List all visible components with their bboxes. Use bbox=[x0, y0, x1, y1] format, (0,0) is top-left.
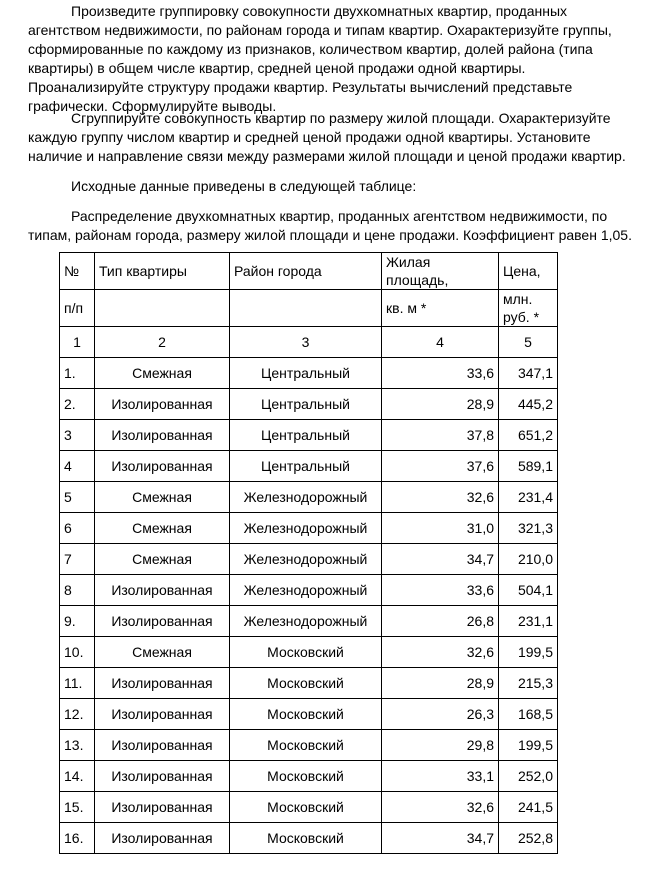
task-paragraph-2: Сгруппируйте совокупность квартир по размеру жилой площади. Охарактеризуйте каждую группу числом квартир и средней ценой продажи одной квартиры. Установите наличие и направление связи между размерами жилой площади и ценой продажи квартир. bbox=[28, 110, 626, 164]
price-cell: 231,1 bbox=[499, 606, 558, 637]
apartment-type-cell: Изолированная bbox=[95, 420, 230, 451]
living-area-cell: 32,6 bbox=[382, 792, 499, 823]
apartment-type-cell: Изолированная bbox=[95, 668, 230, 699]
living-area-cell: 32,6 bbox=[382, 482, 499, 513]
table-row bbox=[60, 606, 558, 637]
row-number-cell: 9. bbox=[60, 606, 95, 637]
district-cell: Центральный bbox=[230, 420, 382, 451]
table-row bbox=[60, 420, 558, 451]
apartment-type-cell: Смежная bbox=[95, 637, 230, 668]
apartment-type-cell: Изолированная bbox=[95, 730, 230, 761]
header-number: № bbox=[60, 253, 95, 290]
apartment-type-cell: Изолированная bbox=[95, 606, 230, 637]
price-cell: 231,4 bbox=[499, 482, 558, 513]
living-area-cell: 29,8 bbox=[382, 730, 499, 761]
header-number-sub: п/п bbox=[60, 290, 95, 327]
price-cell: 241,5 bbox=[499, 792, 558, 823]
living-area-cell: 28,9 bbox=[382, 668, 499, 699]
district-cell: Центральный bbox=[230, 451, 382, 482]
column-number-5: 5 bbox=[499, 327, 558, 358]
column-number-2: 2 bbox=[95, 327, 230, 358]
header-price-unit: млн. руб. * bbox=[499, 290, 558, 327]
price-cell: 504,1 bbox=[499, 575, 558, 606]
row-number-cell: 7 bbox=[60, 544, 95, 575]
header-district: Район города bbox=[230, 253, 382, 290]
living-area-cell: 33,6 bbox=[382, 358, 499, 389]
apartment-type-cell: Изолированная bbox=[95, 823, 230, 854]
row-number-cell: 3 bbox=[60, 420, 95, 451]
column-number-3: 3 bbox=[230, 327, 382, 358]
row-number-cell: 4 bbox=[60, 451, 95, 482]
table-row bbox=[60, 668, 558, 699]
living-area-cell: 28,9 bbox=[382, 389, 499, 420]
table-row bbox=[60, 544, 558, 575]
apartment-type-cell: Смежная bbox=[95, 358, 230, 389]
task-paragraph-1: Произведите группировку совокупности двухкомнатных квартир, проданных агентством недвижимости, по районам города и типам квартир. Охарактеризуйте группы, сформированные по каждому из признаков, количеством квартир, долей района (типа квартиры) в общем числе квартир, средней ценой продажи одной квартиры. Проанализируйте структуру продажи квартир. Результаты вычислений представьте графически. Сформулируйте выводы. bbox=[28, 3, 612, 114]
row-number-cell: 14. bbox=[60, 761, 95, 792]
price-cell: 199,5 bbox=[499, 730, 558, 761]
table-row bbox=[60, 358, 558, 389]
header-district-sub bbox=[230, 290, 382, 327]
table-row bbox=[60, 730, 558, 761]
row-number-cell: 11. bbox=[60, 668, 95, 699]
price-cell: 215,3 bbox=[499, 668, 558, 699]
living-area-cell: 37,6 bbox=[382, 451, 499, 482]
apartment-type-cell: Смежная bbox=[95, 544, 230, 575]
row-number-cell: 16. bbox=[60, 823, 95, 854]
apartment-type-cell: Изолированная bbox=[95, 575, 230, 606]
table-row bbox=[60, 575, 558, 606]
district-cell: Железнодорожный bbox=[230, 482, 382, 513]
district-cell: Железнодорожный bbox=[230, 606, 382, 637]
district-cell: Железнодорожный bbox=[230, 575, 382, 606]
living-area-cell: 33,1 bbox=[382, 761, 499, 792]
district-cell: Московский bbox=[230, 637, 382, 668]
price-cell: 445,2 bbox=[499, 389, 558, 420]
row-number-cell: 12. bbox=[60, 699, 95, 730]
table-row bbox=[60, 761, 558, 792]
table-row bbox=[60, 699, 558, 730]
row-number-cell: 15. bbox=[60, 792, 95, 823]
apartment-type-cell: Изолированная bbox=[95, 389, 230, 420]
table-row bbox=[60, 389, 558, 420]
table-row bbox=[60, 513, 558, 544]
price-cell: 168,5 bbox=[499, 699, 558, 730]
apartment-type-cell: Смежная bbox=[95, 482, 230, 513]
price-cell: 210,0 bbox=[499, 544, 558, 575]
living-area-cell: 32,6 bbox=[382, 637, 499, 668]
row-number-cell: 8 bbox=[60, 575, 95, 606]
table-header-row-units bbox=[60, 290, 558, 327]
living-area-cell: 26,3 bbox=[382, 699, 499, 730]
header-price: Цена, bbox=[499, 253, 558, 290]
source-data-intro: Исходные данные приведены в следующей таблице: bbox=[71, 178, 417, 194]
apartment-type-cell: Изолированная bbox=[95, 761, 230, 792]
table-row bbox=[60, 637, 558, 668]
living-area-cell: 34,7 bbox=[382, 823, 499, 854]
column-number-1: 1 bbox=[60, 327, 95, 358]
living-area-cell: 33,6 bbox=[382, 575, 499, 606]
header-apartment-type: Тип квартиры bbox=[95, 253, 230, 290]
price-cell: 589,1 bbox=[499, 451, 558, 482]
header-living-area: Жилая площадь, bbox=[382, 253, 499, 290]
header-apartment-type-sub bbox=[95, 290, 230, 327]
price-cell: 252,8 bbox=[499, 823, 558, 854]
apartment-type-cell: Изолированная bbox=[95, 792, 230, 823]
price-cell: 651,2 bbox=[499, 420, 558, 451]
price-cell: 252,0 bbox=[499, 761, 558, 792]
row-number-cell: 1. bbox=[60, 358, 95, 389]
row-number-cell: 5 bbox=[60, 482, 95, 513]
district-cell: Центральный bbox=[230, 389, 382, 420]
district-cell: Московский bbox=[230, 823, 382, 854]
district-cell: Московский bbox=[230, 668, 382, 699]
district-cell: Московский bbox=[230, 699, 382, 730]
apartment-type-cell: Изолированная bbox=[95, 451, 230, 482]
district-cell: Центральный bbox=[230, 358, 382, 389]
column-number-4: 4 bbox=[382, 327, 499, 358]
district-cell: Железнодорожный bbox=[230, 513, 382, 544]
table-header-row bbox=[60, 253, 558, 290]
apartment-type-cell: Смежная bbox=[95, 513, 230, 544]
table-row bbox=[60, 482, 558, 513]
header-living-area-unit: кв. м * bbox=[382, 290, 499, 327]
table-row bbox=[60, 823, 558, 854]
apartment-type-cell: Изолированная bbox=[95, 699, 230, 730]
living-area-cell: 37,8 bbox=[382, 420, 499, 451]
table-caption: Распределение двухкомнатных квартир, проданных агентством недвижимости, по типам, районам города, размеру жилой площади и цене продажи. Коэффициент равен 1,05. bbox=[28, 208, 632, 243]
living-area-cell: 31,0 bbox=[382, 513, 499, 544]
apartments-table bbox=[59, 252, 558, 854]
living-area-cell: 34,7 bbox=[382, 544, 499, 575]
district-cell: Московский bbox=[230, 761, 382, 792]
row-number-cell: 13. bbox=[60, 730, 95, 761]
district-cell: Московский bbox=[230, 792, 382, 823]
row-number-cell: 2. bbox=[60, 389, 95, 420]
price-cell: 347,1 bbox=[499, 358, 558, 389]
price-cell: 199,5 bbox=[499, 637, 558, 668]
price-cell: 321,3 bbox=[499, 513, 558, 544]
table-row bbox=[60, 792, 558, 823]
row-number-cell: 10. bbox=[60, 637, 95, 668]
district-cell: Железнодорожный bbox=[230, 544, 382, 575]
district-cell: Московский bbox=[230, 730, 382, 761]
table-row bbox=[60, 451, 558, 482]
row-number-cell: 6 bbox=[60, 513, 95, 544]
living-area-cell: 26,8 bbox=[382, 606, 499, 637]
column-numbers-row bbox=[60, 327, 558, 358]
